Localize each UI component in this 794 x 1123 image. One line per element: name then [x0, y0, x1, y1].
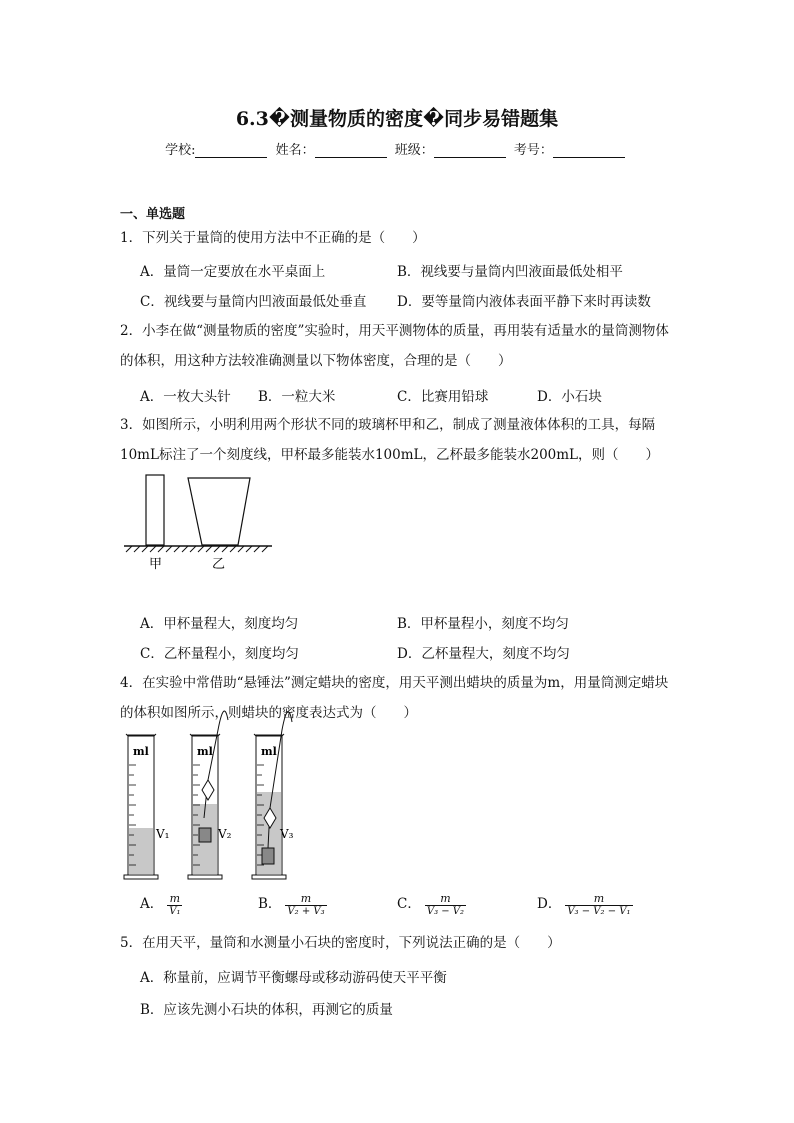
school-label: 学校:: [165, 143, 196, 158]
class-label: 班级：: [394, 143, 434, 158]
question-5-stem: 5．在用天平，量筒和水测量小石块的密度时，下列说法正确的是（ ）: [120, 935, 561, 951]
cup-jia-shape: [146, 475, 164, 545]
q4-c-den: V₃ − V₂: [426, 906, 465, 917]
cups-figure: [118, 470, 278, 576]
cylinder-2: [188, 711, 232, 879]
q2-option-c: C．比赛用铅球: [397, 389, 489, 405]
weight-3: [262, 848, 274, 864]
weight-2: [199, 828, 211, 842]
q4-a-den: V₁: [169, 906, 181, 917]
class-blank: [434, 145, 506, 158]
q5-option-a: A．称量前，应调节平衡螺母或移动游码使天平平衡: [140, 970, 447, 986]
q4-option-c: [397, 892, 466, 917]
label-v1: V₁: [156, 827, 170, 841]
q4-option-b-letter: B．: [258, 896, 282, 912]
ground-hatch: [126, 546, 268, 552]
q2-option-d: D．小石块: [537, 389, 602, 405]
q2-option-a: A．一枚大头针: [140, 389, 231, 405]
cylinder-1: [124, 734, 169, 879]
q1-option-b: B．视线要与量筒内凹液面最低处相平: [397, 264, 623, 280]
q4-option-a: [140, 892, 182, 917]
q4-option-d: [537, 892, 633, 917]
q4-option-a-fraction: [167, 892, 182, 917]
cyl3-ml-label: ml: [261, 745, 277, 758]
q1-option-c: C．视线要与量筒内凹液面最低处垂直: [140, 294, 367, 310]
q4-option-d-letter: D．: [537, 896, 562, 912]
number-blank: [553, 145, 625, 158]
page-title: 6.3�测量物质的密度�同步易错题集: [235, 108, 559, 130]
name-blank: [315, 145, 387, 158]
question-3-stem: 3．如图所示，小明利用两个形状不同的玻璃杯甲和乙，制成了测量液体体积的工具，每隔10mL标注了一个刻度线，甲杯最多能装水100mL，乙杯最多能装水200mL，则（ ）: [120, 417, 660, 463]
name-label: 姓名：: [275, 143, 315, 158]
q4-option-a-letter: A．: [140, 896, 164, 912]
q4-d-den: V₃ − V₂ − V₁: [567, 906, 631, 917]
question-2-stem: 2．小李在做“测量物质的密度”实验时，用天平测物体的质量，再用装有适量水的量筒测物体的体积，用这种方法较准确测量以下物体密度，合理的是（ ）: [120, 323, 669, 369]
cylinder-3: [252, 712, 294, 879]
q1-option-a: A．量筒一定要放在水平桌面上: [140, 264, 326, 280]
section-heading: 一、单选题: [120, 207, 186, 222]
q4-d-num: m: [593, 892, 605, 905]
cylinders-figure: [118, 700, 318, 884]
q3-option-d: D．乙杯量程大，刻度不均匀: [397, 646, 570, 662]
label-jia: 甲: [149, 557, 163, 572]
q4-option-c-fraction: [425, 892, 466, 917]
q1-option-d: D．要等量筒内液体表面平静下来时再读数: [397, 294, 651, 310]
label-v2: V₂: [218, 827, 232, 841]
q4-option-b-fraction: [285, 892, 326, 917]
cup-yi-shape: [188, 478, 250, 545]
school-blank: [195, 145, 267, 158]
q4-option-c-letter: C．: [397, 896, 421, 912]
cyl2-ml-label: ml: [197, 745, 213, 758]
number-label: 考号：: [513, 143, 553, 158]
q3-option-a: A．甲杯量程大，刻度均匀: [140, 616, 299, 632]
question-4-stem: 4．在实验中常借助“悬锤法”测定蜡块的密度，用天平测出蜡块的质量为m，用量筒测定蜡块的体积如图所示，则蜡块的密度表达式为（ ）: [120, 675, 669, 721]
q2-option-b: B．一粒大米: [258, 389, 336, 405]
q4-option-b: [258, 892, 327, 917]
label-yi: 乙: [212, 557, 226, 572]
q4-option-d-fraction: [565, 892, 632, 917]
q4-a-num: m: [169, 892, 181, 905]
student-info-line: [0, 139, 794, 158]
cyl1-ml-label: ml: [133, 745, 149, 758]
q4-c-num: m: [440, 892, 451, 905]
question-1-stem: 1．下列关于量筒的使用方法中不正确的是（ ）: [120, 230, 426, 246]
label-v3: V₃: [280, 827, 294, 841]
q3-option-b: B．甲杯量程小，刻度不均匀: [397, 616, 569, 632]
q3-option-c: C．乙杯量程小，刻度均匀: [140, 646, 299, 662]
q5-option-b: B．应该先测小石块的体积，再测它的质量: [140, 1002, 393, 1018]
q4-b-num: m: [300, 892, 312, 905]
q4-b-den: V₂ + V₃: [287, 906, 325, 917]
